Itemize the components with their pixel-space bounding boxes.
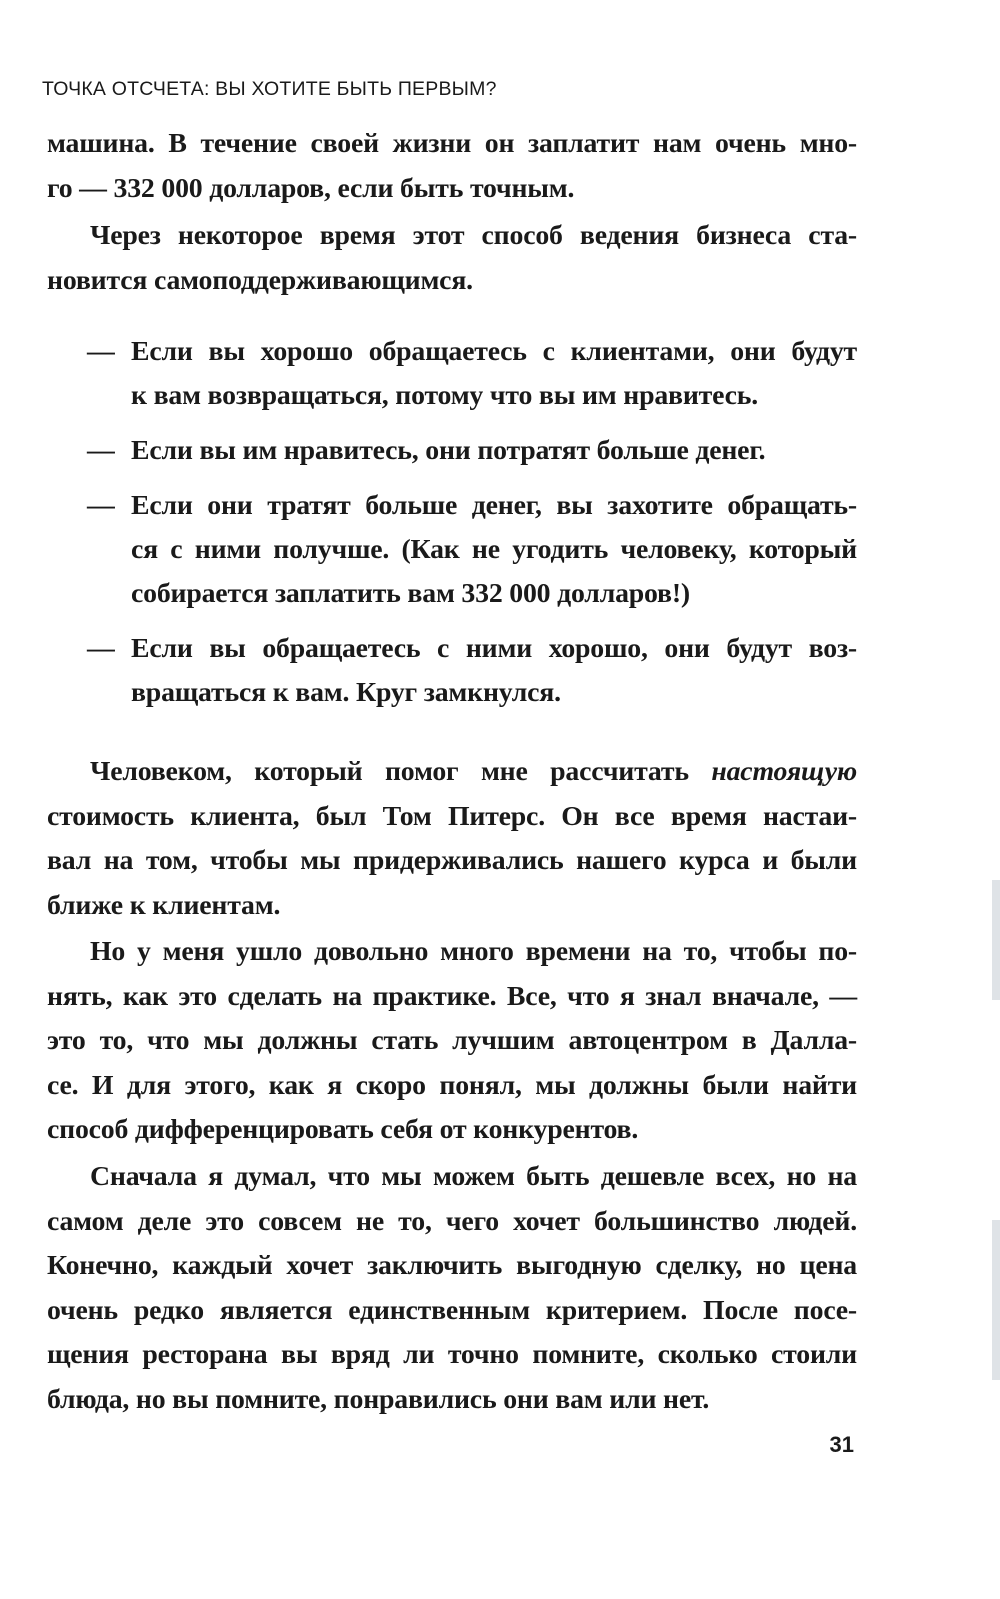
text-line: го — 332 000 долларов, если быть точным. xyxy=(47,172,575,204)
list-item xyxy=(47,429,857,473)
paragraph-continuation xyxy=(47,122,857,211)
text-line: новится самоподдерживающимся. xyxy=(47,264,473,296)
dash-marker: — xyxy=(87,435,115,466)
text-line: Если они тратят больше денег, вы захотите обращать- xyxy=(131,490,857,521)
bullet-list xyxy=(47,330,857,726)
text-line: Сначала я думал, что мы можем быть дешевле всех, но на xyxy=(90,1161,857,1192)
text-line: Но у меня ушло довольно много времени на то, чтобы по- xyxy=(90,936,857,967)
text-line: машина. В течение своей жизни он заплатит нам очень мно- xyxy=(47,128,857,159)
text-line: Через некоторое время этот способ ведения бизнеса ста- xyxy=(90,220,857,251)
text-line: се. И для этого, как я скоро понял, мы должны были найти xyxy=(47,1069,857,1101)
paragraph-tom-peters xyxy=(47,750,857,928)
text-line: ся с ними получше. (Как не угодить человеку, который xyxy=(131,534,857,565)
text-line: щения ресторана вы вряд ли точно помните, сколько стоили xyxy=(47,1339,857,1371)
text-line: нять, как это сделать на практике. Все, что я знал вначале, — xyxy=(47,980,857,1012)
list-item xyxy=(47,484,857,616)
emphasis-word: настоящую xyxy=(711,756,857,787)
text-line: Если вы хорошо обращаетесь с клиентами, они будут xyxy=(131,336,857,367)
paragraph-price xyxy=(47,1155,857,1423)
scan-edge-mark xyxy=(992,880,1000,1000)
scan-edge-mark xyxy=(992,1220,1000,1380)
paragraph-differentiation xyxy=(47,930,857,1153)
dash-marker: — xyxy=(87,490,115,521)
text-line: к вам возвращаться, потому что вы им нравитесь. xyxy=(131,380,758,411)
text-line: Если вы им нравитесь, они потратят больше денег. xyxy=(131,435,766,466)
text-line: собирается заплатить вам 332 000 долларов!) xyxy=(131,578,690,609)
text-line xyxy=(47,750,857,795)
dash-marker: — xyxy=(87,633,115,664)
dash-marker: — xyxy=(87,336,115,367)
running-header: ТОЧКА ОТСЧЕТА: ВЫ ХОТИТЕ БЫТЬ ПЕРВЫМ? xyxy=(42,78,497,100)
list-item xyxy=(47,330,857,418)
page-number: 31 xyxy=(829,1432,854,1457)
paragraph-self-sustaining xyxy=(47,214,857,303)
text-line: блюда, но вы помните, понравились они вам или нет. xyxy=(47,1383,710,1415)
text-line: вал на том, чтобы мы придерживались нашего курса и были xyxy=(47,845,857,877)
text-line: очень редко является единственным критерием. После посе- xyxy=(47,1294,857,1326)
text-line: способ дифференцировать себя от конкурентов. xyxy=(47,1114,639,1146)
text-line: стоимость клиента, был Том Питерс. Он все время настаи- xyxy=(47,800,857,832)
list-item xyxy=(47,627,857,715)
text-run: Человеком, который помог мне рассчитать xyxy=(90,756,712,787)
text-line: Конечно, каждый хочет заключить выгодную сделку, но цена xyxy=(47,1250,857,1282)
text-line: Если вы обращаетесь с ними хорошо, они будут воз- xyxy=(131,633,857,664)
text-line: вращаться к вам. Круг замкнулся. xyxy=(131,677,561,708)
text-line: ближе к клиентам. xyxy=(47,889,281,921)
text-line: самом деле это совсем не то, чего хочет большинство людей. xyxy=(47,1205,857,1237)
text-line: это то, что мы должны стать лучшим автоцентром в Далла- xyxy=(47,1025,857,1057)
